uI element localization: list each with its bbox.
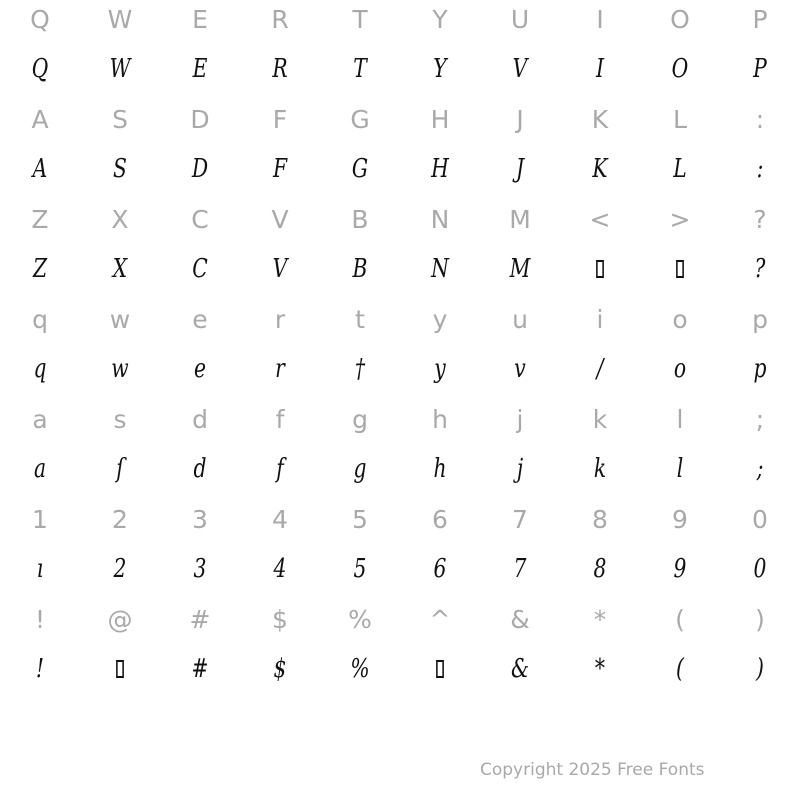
reference-glyph: 0: [752, 504, 768, 534]
reference-glyph: o: [672, 304, 688, 334]
sample-glyph: Q: [31, 54, 49, 84]
reference-glyph: L: [673, 104, 687, 134]
reference-glyph: C: [191, 204, 209, 234]
sample-glyph: ;: [756, 454, 764, 484]
reference-glyph: !: [34, 604, 46, 634]
sample-glyph: M: [509, 254, 531, 284]
missing-glyph-box-icon: [569, 244, 631, 294]
reference-glyph: t: [355, 304, 365, 334]
sample-glyph: L: [673, 154, 687, 184]
reference-glyph: W: [107, 4, 133, 34]
reference-glyph: X: [111, 204, 129, 234]
reference-glyph: 2: [112, 504, 128, 534]
sample-glyph: 5: [353, 554, 367, 584]
reference-glyph: w: [109, 304, 131, 334]
sample-glyph: g: [353, 454, 367, 484]
sample-glyph: ?: [754, 254, 766, 284]
reference-row: [0, 194, 800, 244]
sample-glyph: &: [510, 654, 530, 684]
reference-glyph: %: [348, 604, 372, 634]
sample-glyph: C: [192, 254, 208, 284]
sample-glyph: j: [516, 454, 524, 484]
sample-glyph: 9: [673, 554, 687, 584]
reference-glyph: Y: [432, 4, 448, 34]
sample-glyph: !: [35, 654, 45, 684]
sample-row: [0, 144, 800, 194]
reference-glyph: O: [670, 4, 690, 34]
reference-row: [0, 294, 800, 344]
sample-glyph: S: [113, 154, 127, 184]
sample-glyph: K: [592, 154, 608, 184]
copyright-footer: Copyright 2025 Free Fonts: [480, 760, 705, 780]
reference-glyph: A: [31, 104, 49, 134]
reference-glyph: 3: [192, 504, 208, 534]
reference-glyph: p: [752, 304, 768, 334]
sample-glyph: P: [753, 54, 767, 84]
reference-glyph: 5: [352, 504, 368, 534]
reference-row: [0, 0, 800, 44]
missing-glyph-icon: [676, 260, 684, 278]
reference-glyph: J: [516, 104, 524, 134]
reference-glyph: V: [271, 204, 289, 234]
sample-glyph: 0: [753, 554, 767, 584]
sample-glyph: e: [193, 354, 206, 384]
sample-glyph: R: [272, 54, 288, 84]
reference-glyph: ): [755, 604, 765, 634]
missing-glyph-box-icon: [89, 644, 151, 694]
sample-glyph: y: [434, 354, 446, 384]
sample-glyph: :: [756, 154, 764, 184]
sample-glyph: /: [596, 354, 604, 384]
reference-row: [0, 494, 800, 544]
reference-glyph: 9: [672, 504, 688, 534]
sample-glyph: a: [33, 454, 47, 484]
sample-glyph: I: [595, 54, 605, 84]
sample-glyph: l: [676, 454, 684, 484]
reference-glyph: u: [512, 304, 528, 334]
reference-glyph: S: [112, 104, 128, 134]
reference-glyph: K: [591, 104, 609, 134]
sample-row: [0, 544, 800, 594]
reference-glyph: R: [271, 4, 289, 34]
sample-glyph: d: [193, 454, 207, 484]
reference-glyph: <: [589, 204, 611, 234]
reference-glyph: 6: [432, 504, 448, 534]
sample-row: [0, 344, 800, 394]
sample-glyph: p: [753, 354, 767, 384]
reference-glyph: G: [350, 104, 370, 134]
sample-glyph: q: [33, 354, 47, 384]
sample-row: [0, 244, 800, 294]
reference-glyph: 4: [272, 504, 288, 534]
reference-glyph: ;: [755, 404, 765, 434]
sample-glyph: 4: [273, 554, 287, 584]
reference-glyph: r: [274, 304, 286, 334]
sample-glyph: W: [109, 54, 131, 84]
sample-glyph: #: [191, 654, 209, 684]
reference-glyph: U: [510, 4, 530, 34]
sample-glyph: 8: [593, 554, 607, 584]
sample-glyph: k: [593, 454, 607, 484]
sample-glyph: Z: [32, 254, 48, 284]
sample-glyph: G: [351, 154, 369, 184]
reference-glyph: Q: [30, 4, 50, 34]
missing-glyph-box-icon: [649, 244, 711, 294]
sample-glyph: ): [756, 654, 764, 684]
sample-glyph: H: [431, 154, 449, 184]
missing-glyph-icon: [596, 260, 604, 278]
reference-glyph: j: [516, 404, 524, 434]
reference-glyph: >: [669, 204, 691, 234]
sample-glyph: v: [514, 354, 526, 384]
reference-glyph: D: [190, 104, 210, 134]
reference-glyph: h: [432, 404, 448, 434]
sample-glyph: Y: [433, 54, 447, 84]
sample-glyph: ſ: [116, 454, 124, 484]
reference-glyph: s: [113, 404, 127, 434]
sample-glyph: 3: [193, 554, 207, 584]
missing-glyph-icon: [116, 660, 124, 678]
reference-row: [0, 594, 800, 644]
reference-glyph: g: [352, 404, 368, 434]
reference-glyph: 8: [592, 504, 608, 534]
sample-glyph: F: [272, 154, 288, 184]
reference-glyph: :: [755, 104, 765, 134]
reference-row: [0, 394, 800, 444]
sample-glyph: ı: [36, 554, 44, 584]
sample-glyph: †: [354, 354, 366, 384]
missing-glyph-icon: [436, 660, 444, 678]
reference-glyph: y: [432, 304, 448, 334]
sample-glyph: %: [350, 654, 370, 684]
sample-glyph: 6: [433, 554, 447, 584]
sample-glyph: o: [673, 354, 687, 384]
reference-glyph: $: [272, 604, 288, 634]
reference-glyph: M: [509, 204, 531, 234]
reference-glyph: @: [107, 604, 133, 634]
sample-glyph: E: [192, 54, 208, 84]
sample-glyph: h: [433, 454, 447, 484]
sample-glyph: *: [594, 654, 606, 684]
reference-glyph: d: [192, 404, 208, 434]
sample-glyph: V: [512, 54, 528, 84]
reference-glyph: ^: [429, 604, 451, 634]
sample-glyph: V: [272, 254, 288, 284]
sample-glyph: (: [676, 654, 684, 684]
reference-glyph: T: [352, 4, 368, 34]
reference-glyph: H: [430, 104, 450, 134]
reference-glyph: N: [430, 204, 450, 234]
sample-glyph: r: [275, 354, 285, 384]
sample-glyph: T: [353, 54, 367, 84]
reference-glyph: B: [351, 204, 369, 234]
sample-glyph: D: [191, 154, 209, 184]
reference-glyph: l: [676, 404, 684, 434]
sample-row: [0, 444, 800, 494]
sample-glyph: 2: [113, 554, 127, 584]
reference-glyph: 7: [512, 504, 528, 534]
reference-glyph: (: [675, 604, 685, 634]
reference-glyph: *: [593, 604, 607, 634]
missing-glyph-box-icon: [409, 644, 471, 694]
sample-glyph: X: [112, 254, 128, 284]
reference-glyph: a: [32, 404, 48, 434]
reference-glyph: f: [275, 404, 285, 434]
sample-glyph: f: [276, 454, 284, 484]
reference-glyph: q: [32, 304, 48, 334]
sample-glyph: w: [111, 354, 129, 384]
sample-glyph: 7: [513, 554, 527, 584]
sample-row: [0, 44, 800, 94]
reference-glyph: ?: [753, 204, 767, 234]
reference-glyph: i: [596, 304, 604, 334]
reference-glyph: I: [596, 4, 604, 34]
reference-glyph: Z: [31, 204, 49, 234]
sample-row: [0, 644, 800, 694]
reference-glyph: P: [752, 4, 768, 34]
reference-glyph: E: [192, 4, 208, 34]
reference-glyph: 1: [32, 504, 48, 534]
reference-glyph: e: [192, 304, 208, 334]
reference-glyph: k: [592, 404, 608, 434]
reference-glyph: F: [272, 104, 288, 134]
sample-glyph: A: [32, 154, 48, 184]
reference-glyph: &: [510, 604, 530, 634]
sample-glyph: J: [515, 154, 525, 184]
reference-row: [0, 94, 800, 144]
sample-glyph: B: [352, 254, 368, 284]
sample-glyph: O: [671, 54, 689, 84]
sample-glyph: N: [431, 254, 449, 284]
sample-glyph: $: [273, 654, 287, 684]
reference-glyph: #: [189, 604, 211, 634]
